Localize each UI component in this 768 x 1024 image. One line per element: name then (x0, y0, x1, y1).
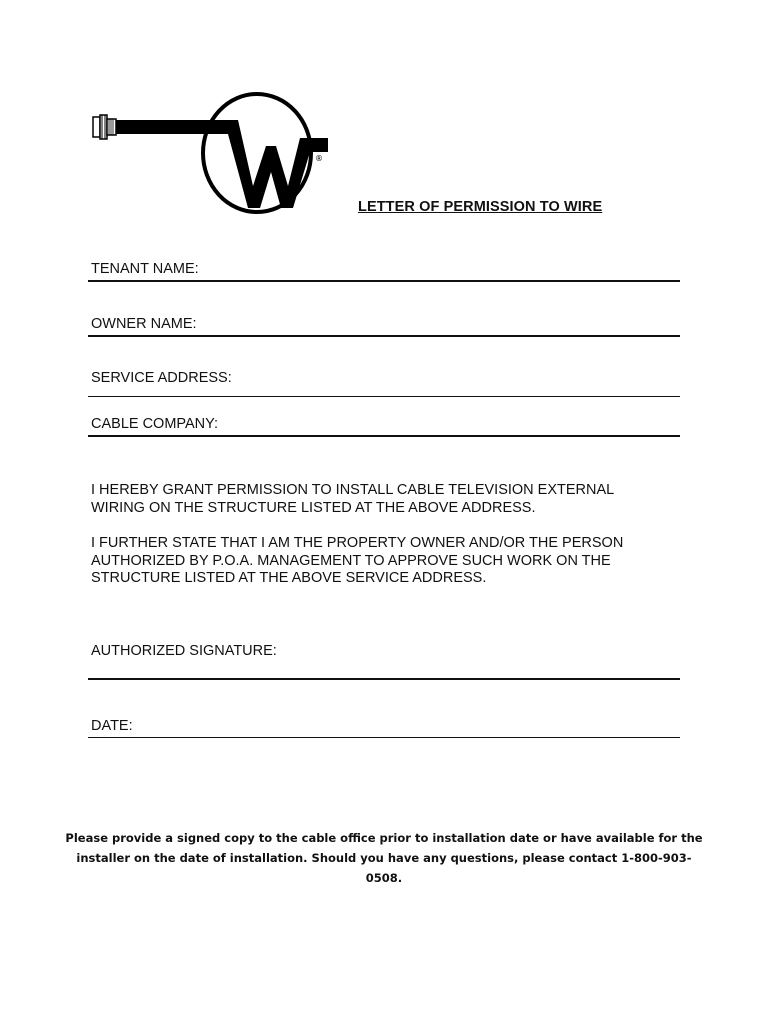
service-address-line[interactable] (88, 396, 680, 397)
date-line[interactable] (88, 737, 680, 738)
cable-company-line[interactable] (88, 435, 680, 437)
registered-mark: ® (315, 154, 323, 163)
permission-statement (91, 482, 691, 517)
permission-statement-line-2: WIRING ON THE STRUCTURE LISTED AT THE ABOVE ADDRESS. (91, 499, 536, 516)
owner-name-label: OWNER NAME: (91, 316, 197, 332)
cable-company-label: CABLE COMPANY: (91, 416, 219, 432)
tenant-name-line[interactable] (88, 280, 680, 282)
footer-line-1: Please provide a signed copy to the cable office prior to installation date or have available for the (65, 831, 703, 845)
ownership-statement-line-2: AUTHORIZED BY P.O.A. MANAGEMENT TO APPROVE SUCH WORK ON THE (91, 552, 611, 569)
footer-instructions (60, 828, 708, 888)
company-logo (88, 90, 332, 218)
document-title: LETTER OF PERMISSION TO WIRE (358, 199, 603, 215)
owner-name-line[interactable] (88, 335, 680, 337)
service-address-label: SERVICE ADDRESS: (91, 370, 232, 386)
ownership-statement (91, 535, 691, 588)
ownership-statement-line-3: STRUCTURE LISTED AT THE ABOVE SERVICE ADDRESS. (91, 570, 487, 587)
footer-line-2: installer on the date of installation. Should you have any questions, please contact 1-800-903-0508. (76, 851, 692, 885)
tenant-name-label: TENANT NAME: (91, 261, 199, 277)
authorized-signature-label: AUTHORIZED SIGNATURE: (91, 643, 277, 659)
date-label: DATE: (91, 718, 133, 734)
ownership-statement-line-1: I FURTHER STATE THAT I AM THE PROPERTY OWNER AND/OR THE PERSON (91, 535, 624, 551)
permission-statement-line-1: I HEREBY GRANT PERMISSION TO INSTALL CABLE TELEVISION EXTERNAL (91, 482, 615, 498)
coax-cable-w-logo-icon (88, 90, 332, 218)
authorized-signature-line[interactable] (88, 678, 680, 680)
